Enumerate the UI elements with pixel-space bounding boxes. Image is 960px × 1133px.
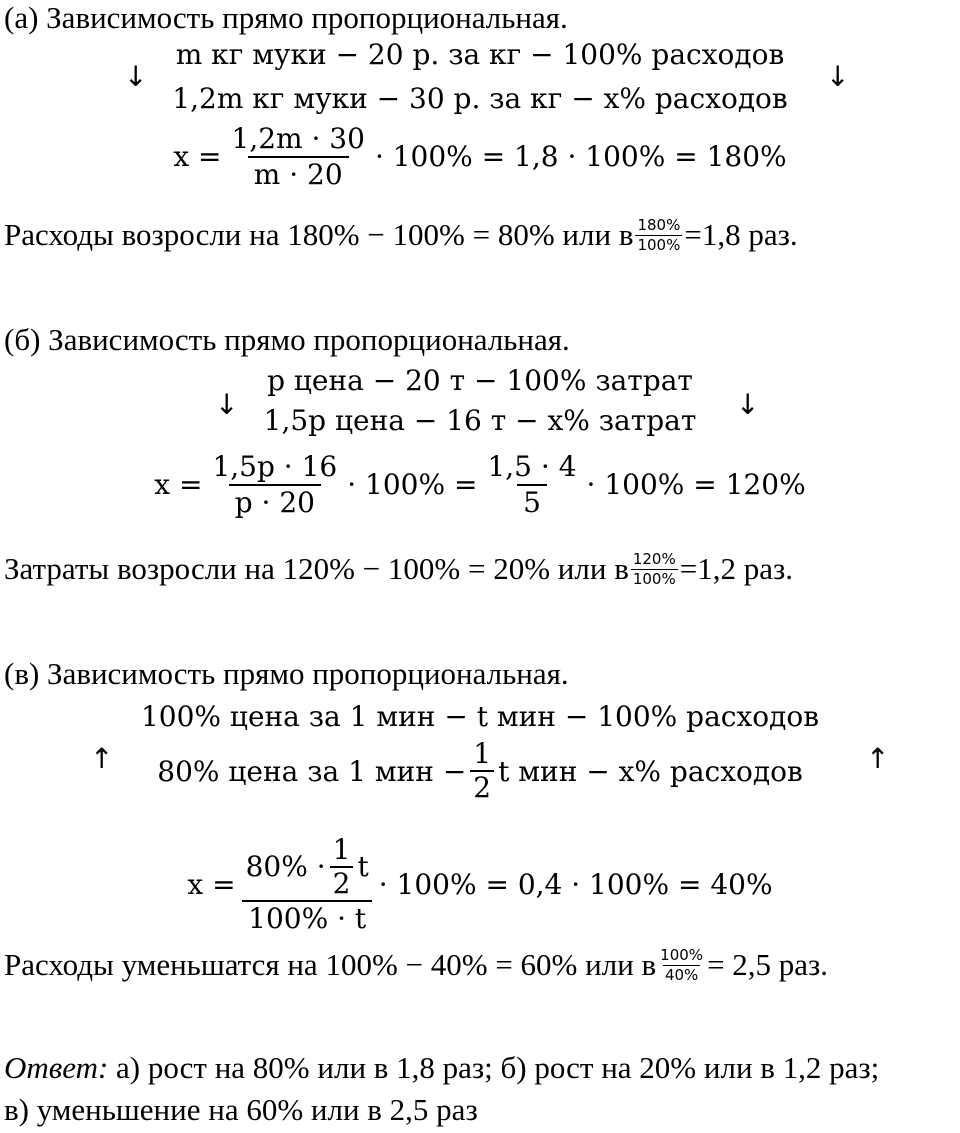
part-c-ratio-num: 100% bbox=[660, 946, 704, 964]
part-a-arrow-left: ↓ bbox=[124, 60, 148, 93]
part-a-eq-lhs: x = bbox=[173, 140, 222, 174]
answer-line-2: в) уменьшение на 60% или в 2,5 раз bbox=[4, 1092, 478, 1127]
part-b-fraction-2 bbox=[481, 450, 582, 519]
part-b-line-2: 1,5p цена − 16 т − x% затрат bbox=[263, 404, 697, 437]
part-b-ratio-den: 100% bbox=[632, 569, 676, 588]
part-c-num-post: t bbox=[357, 850, 369, 884]
answer-line-1 bbox=[4, 1050, 879, 1086]
part-a-line-2: 1,2m кг муки − 30 р. за кг − x% расходов bbox=[172, 82, 788, 115]
part-b-equation bbox=[0, 450, 960, 519]
part-c-ratio-den: 40% bbox=[664, 965, 699, 984]
part-a-equation bbox=[0, 122, 960, 191]
part-c-line-1: 100% цена за 1 мин − t мин − 100% расходов bbox=[140, 700, 819, 733]
part-c-header: (в) Зависимость прямо пропорциональная. bbox=[4, 656, 569, 691]
part-a-arrow-right: ↓ bbox=[826, 60, 850, 93]
part-a-eq-rhs: · 100% = 1,8 · 100% = 180% bbox=[374, 140, 787, 174]
part-c-equation bbox=[0, 834, 960, 936]
answer-text-1: а) рост на 80% или в 1,8 раз; б) рост на 20% или в 1,2 раз; bbox=[108, 1050, 880, 1085]
part-c-line2-fraction bbox=[470, 738, 494, 804]
part-b-conclusion-text: Затраты возросли на 120% − 100% = 20% или в bbox=[4, 551, 629, 587]
part-b-conclusion-result: =1,2 раз. bbox=[679, 551, 793, 587]
part-c-arrow-right: ↑ bbox=[866, 742, 890, 775]
part-c-arrow-left: ↑ bbox=[90, 742, 114, 775]
part-c-fraction bbox=[240, 834, 375, 936]
part-b-arrow-left: ↓ bbox=[215, 388, 239, 421]
part-c-line2-post: t мин − x% расходов bbox=[498, 754, 803, 788]
part-b-eq-mid: · 100% = bbox=[347, 468, 478, 502]
part-b-fraction-1 bbox=[206, 450, 343, 519]
part-a-conclusion-result: =1,8 раз. bbox=[684, 217, 798, 253]
part-c-num-half-num: 1 bbox=[332, 833, 351, 866]
part-a-ratio-num: 180% bbox=[637, 216, 681, 234]
part-b-frac1-num: 1,5p · 16 bbox=[212, 450, 338, 483]
part-b-frac1-den: p · 20 bbox=[229, 484, 321, 520]
part-b-ratio-num: 120% bbox=[632, 550, 676, 568]
part-c-num-half bbox=[330, 834, 354, 900]
part-a-frac-den: m · 20 bbox=[248, 156, 349, 192]
part-b-frac2-num: 1,5 · 4 bbox=[487, 450, 577, 483]
part-a-frac-num: 1,2m · 30 bbox=[231, 122, 365, 155]
part-b-eq-lhs: x = bbox=[154, 468, 203, 502]
part-c-line2-pre: 80% цена за 1 мин − bbox=[157, 754, 467, 788]
part-b-conclusion bbox=[4, 550, 793, 589]
part-b-arrow-right: ↓ bbox=[736, 388, 760, 421]
part-a-header: (а) Зависимость прямо пропорциональная. bbox=[4, 0, 568, 35]
part-c-num-pre: 80% · bbox=[245, 850, 326, 884]
answer-label: Ответ: bbox=[4, 1050, 109, 1085]
part-c-line-2 bbox=[0, 738, 960, 804]
part-c-line2-frac-num: 1 bbox=[473, 737, 492, 770]
part-b-ratio bbox=[631, 550, 678, 589]
part-c-num-half-den: 2 bbox=[330, 866, 354, 900]
part-b-line-1: p цена − 20 т − 100% затрат bbox=[267, 364, 693, 397]
part-c-frac-den: 100% · t bbox=[242, 900, 372, 936]
part-a-line-1: m кг муки − 20 р. за кг − 100% расходов bbox=[175, 38, 785, 71]
part-c-conclusion bbox=[4, 946, 828, 985]
part-c-conclusion-result: = 2,5 раз. bbox=[707, 947, 829, 983]
part-b-eq-rhs: · 100% = 120% bbox=[586, 468, 806, 502]
part-b-header: (б) Зависимость прямо пропорциональная. bbox=[4, 322, 570, 357]
part-a-conclusion bbox=[4, 216, 798, 255]
part-c-ratio bbox=[658, 946, 705, 985]
part-a-conclusion-text: Расходы возросли на 180% − 100% = 80% или в bbox=[4, 217, 634, 253]
part-c-eq-lhs: x = bbox=[187, 868, 236, 902]
part-a-ratio bbox=[635, 216, 682, 255]
part-a-ratio-den: 100% bbox=[637, 235, 681, 254]
part-c-frac-num bbox=[240, 834, 375, 900]
part-a-fraction bbox=[226, 122, 371, 191]
part-b-frac2-den: 5 bbox=[517, 484, 547, 520]
part-c-conclusion-text: Расходы уменьшатся на 100% − 40% = 60% или в bbox=[4, 947, 657, 983]
part-c-line2-frac-den: 2 bbox=[470, 770, 494, 804]
part-c-eq-rhs: · 100% = 0,4 · 100% = 40% bbox=[378, 868, 773, 902]
